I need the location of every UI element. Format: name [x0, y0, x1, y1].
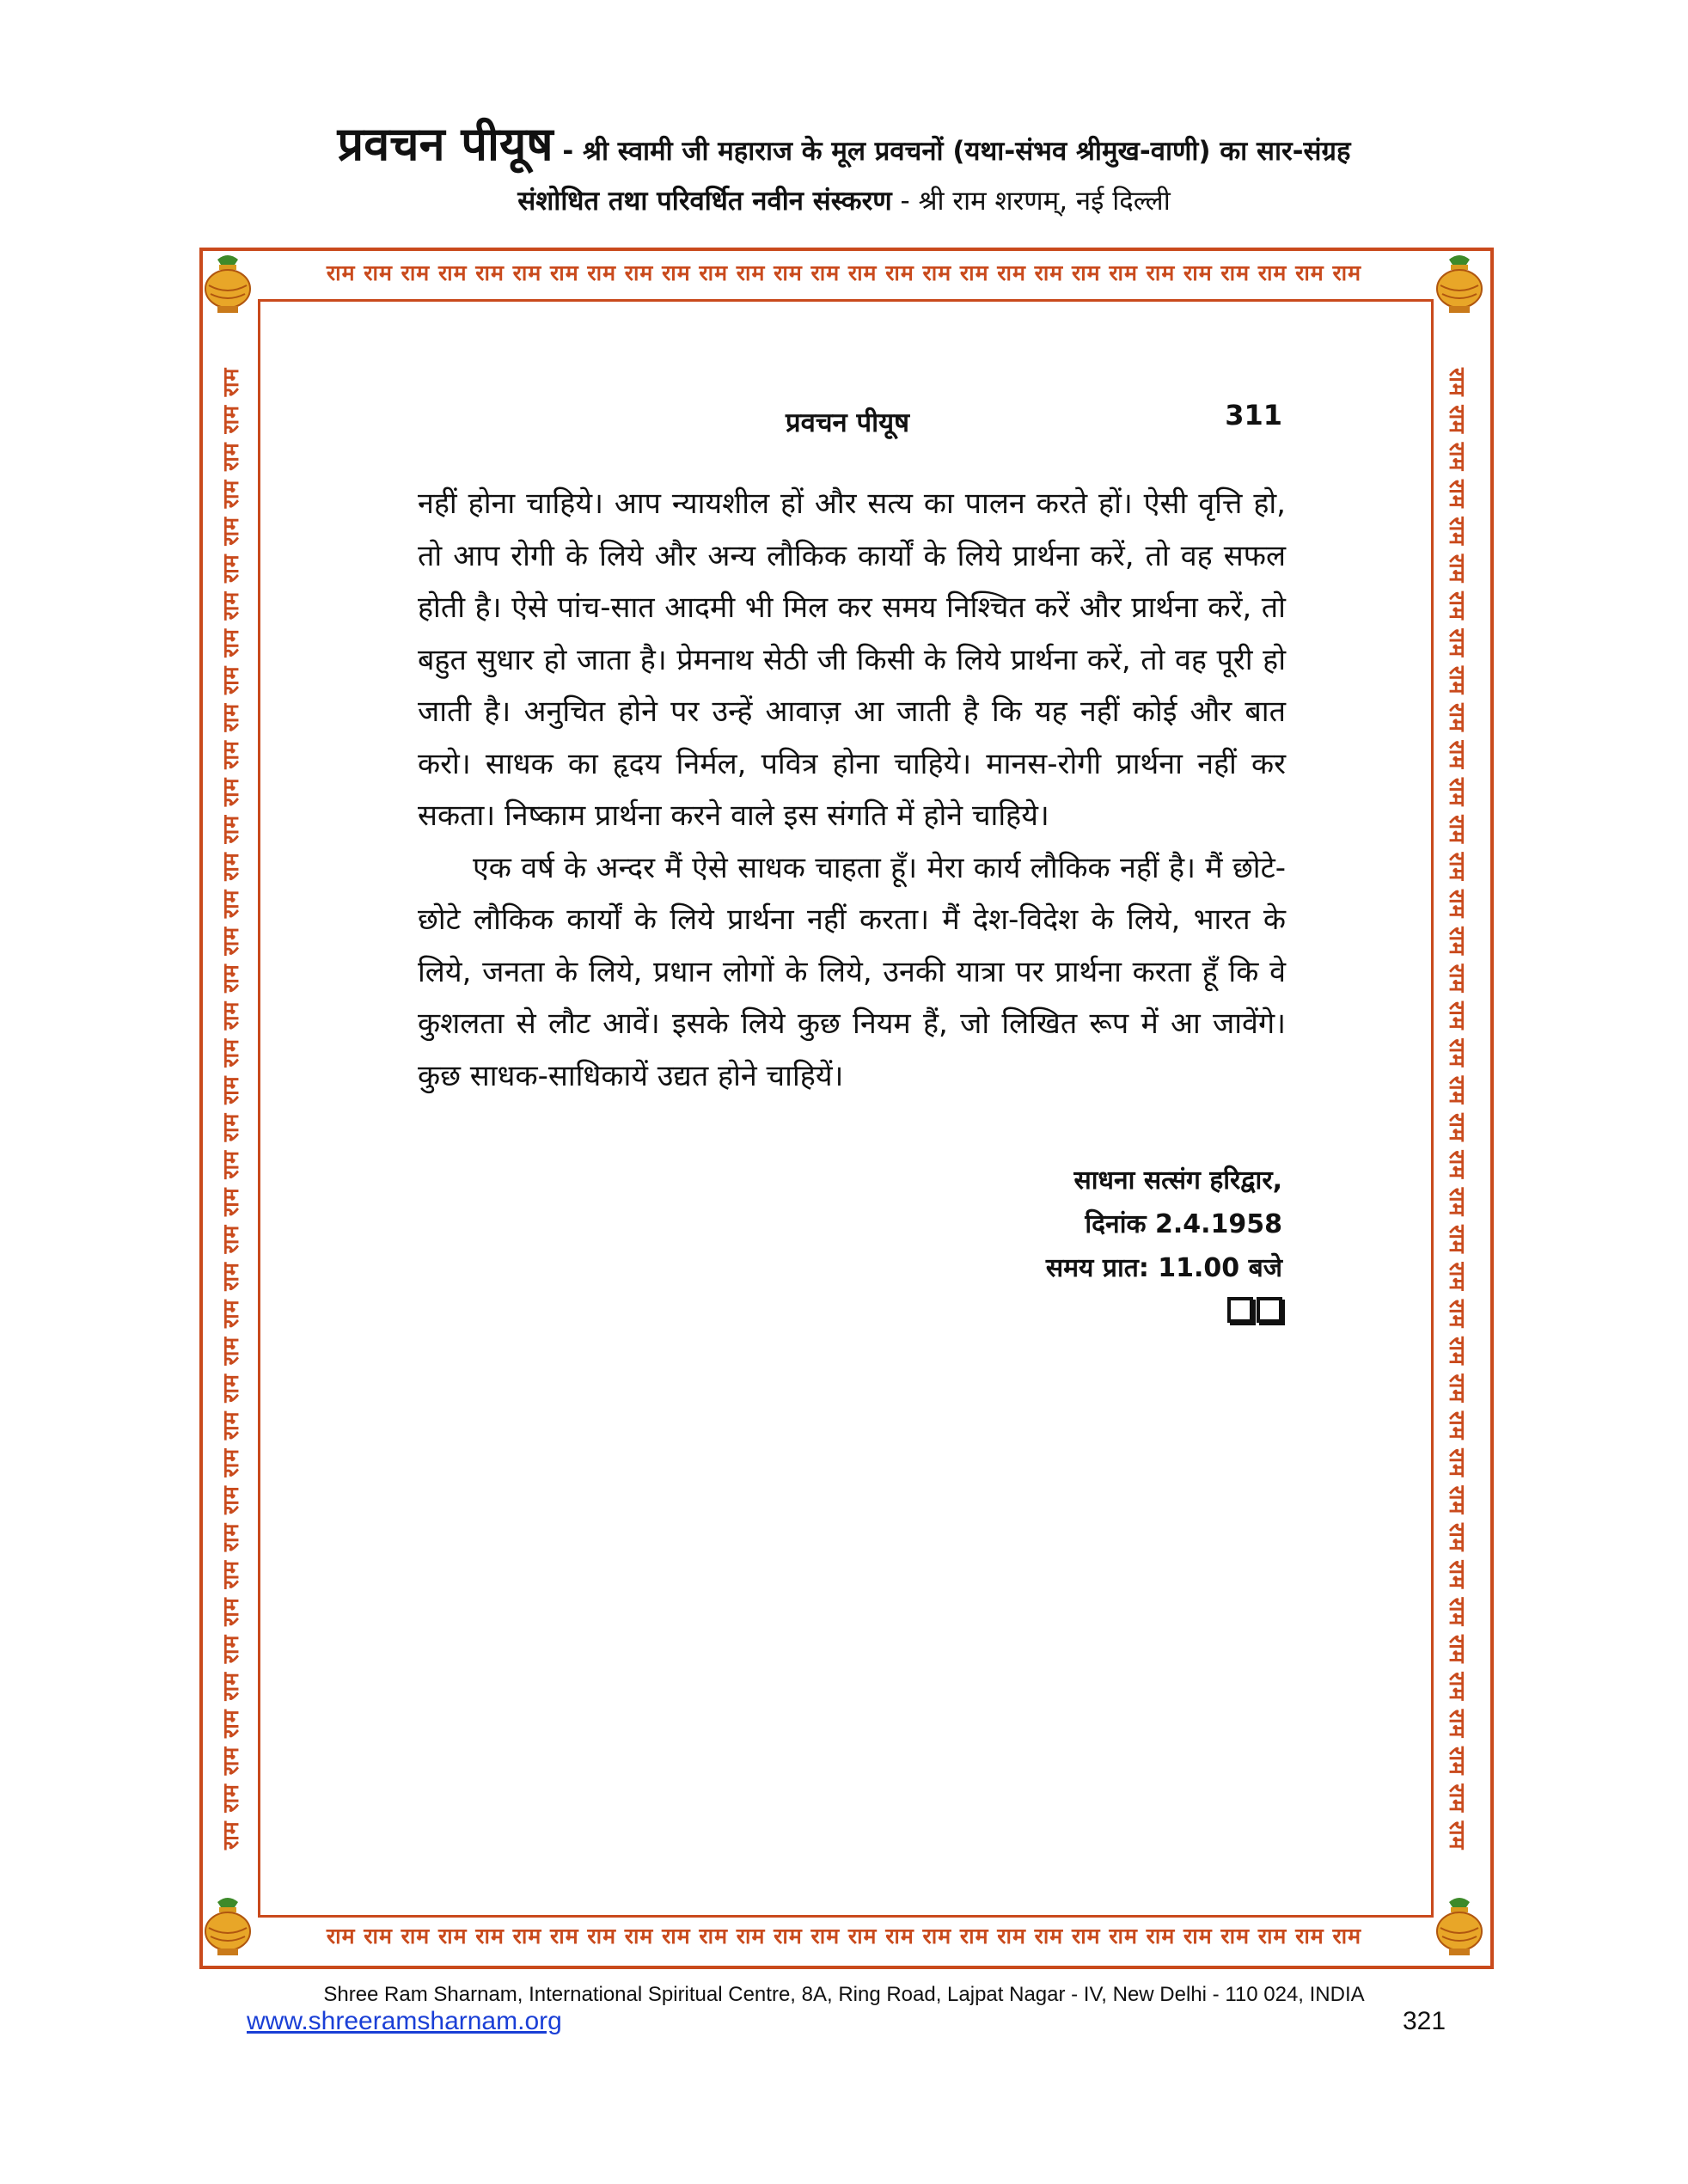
page-running-head: [413, 399, 1282, 447]
kalash-corner-icon: [1434, 1893, 1485, 1957]
border-band-bottom: राम राम राम राम राम राम राम राम राम राम राम राम राम राम राम राम राम राम राम राम राम राम राम राम राम राम राम राम: [326, 1924, 1362, 1948]
publisher-label: - श्री राम शरणम्, नई दिल्ली: [891, 186, 1171, 217]
book-title: प्रवचन पीयूष: [337, 117, 553, 171]
kalash-corner-icon: [1434, 251, 1485, 315]
border-band-top: राम राम राम राम राम राम राम राम राम राम राम राम राम राम राम राम राम राम राम राम राम राम राम राम राम राम राम राम: [326, 260, 1362, 285]
edition-label: संशोधित तथा परिवर्धित नवीन संस्करण: [517, 186, 892, 217]
book-page-number: 311: [1225, 399, 1282, 431]
website-link[interactable]: www.shreeramsharnam.org: [247, 2007, 562, 2035]
discourse-date: दिनांक 2.4.1958: [1085, 1209, 1282, 1239]
pdf-page-number: 321: [1403, 2007, 1446, 2035]
document-header-title: [0, 110, 1688, 174]
border-band-right: राम राम राम राम राम राम राम राम राम राम राम राम राम राम राम राम राम राम राम राम राम राम राम राम राम राम राम राम राम राम राम राम राम राम राम राम राम राम राम राम: [1445, 367, 1470, 1851]
running-title: प्रवचन पीयूष: [785, 407, 910, 438]
kalash-corner-icon: [202, 1893, 254, 1957]
discourse-place: साधना सत्संग हरिद्वार,: [1073, 1165, 1282, 1196]
paragraph: एक वर्ष के अन्दर मैं ऐसे साधक चाहता हूँ। मेरा कार्य लौकिक नहीं है। मैं छोटे-छोटे लौकिक कार्यों के लिये प्रार्थना नहीं करता। मैं देश-विदेश के लिये, भारत के लिये, जनता के लिये, प्रधान लोगों के लिये, उनकी यात्रा पर प्रार्थना करता हूँ कि वे कुशलता से लौट आवें। इसके लिये कुछ नियम हैं, जो लिखित रूप में आ जावेंगे। कुछ साधक-साधिकायें उद्यत होने चाहियें।: [418, 850, 1286, 1093]
discourse-time: समय प्रात: 11.00 बजे: [1045, 1253, 1282, 1283]
kalash-corner-icon: [202, 251, 254, 315]
book-subtitle: - श्री स्वामी जी महाराज के मूल प्रवचनों (यथा-संभव श्रीमुख-वाणी) का सार-संग्रह: [553, 136, 1351, 167]
end-mark-icon: [1227, 1297, 1282, 1323]
border-band-left: राम राम राम राम राम राम राम राम राम राम राम राम राम राम राम राम राम राम राम राम राम राम राम राम राम राम राम राम राम राम राम राम राम राम राम राम राम राम राम राम: [218, 367, 243, 1851]
page-body: [418, 478, 1286, 1102]
paragraph: नहीं होना चाहिये। आप न्यायशील हों और सत्य का पालन करते हों। ऐसी वृत्ति हो, तो आप रोगी के लिये और अन्य लौकिक कार्यों के लिये प्रार्थना करें, तो वह सफल होती है। ऐसे पांच-सात आदमी भी मिल कर समय निश्चित करें और प्रार्थना करें, तो बहुत सुधार हो जाता है। प्रेमनाथ सेठी जी किसी के लिये प्रार्थना करें, तो वह पूरी हो जाती है। अनुचित होने पर उन्हें आवाज़ आ जाती है कि यह नहीं कोई और बात करो। साधक का हृदय निर्मल, पवित्र होना चाहिये। मानस-रोगी प्रार्थना नहीं कर सकता। निष्काम प्रार्थना करने वाले इस संगति में होने चाहिये।: [418, 486, 1286, 833]
discourse-signature: [1046, 1159, 1282, 1337]
document-header-edition: [0, 182, 1688, 218]
footer-address: Shree Ram Sharnam, International Spiritual Centre, 8A, Ring Road, Lajpat Nagar - IV, New Delhi - 110 024, INDIA: [323, 1983, 1365, 2006]
